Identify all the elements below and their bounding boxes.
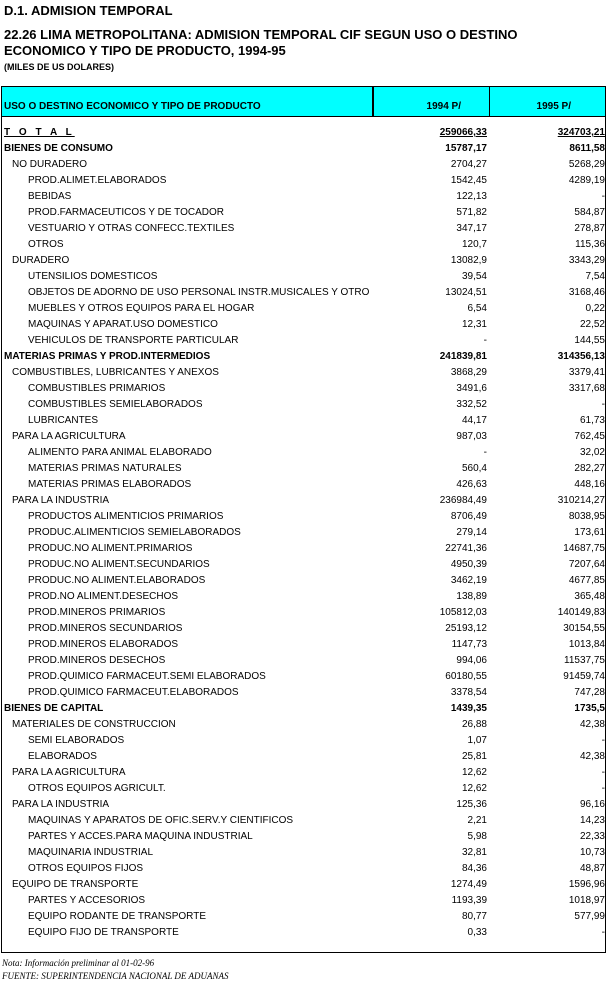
table-row <box>2 509 605 525</box>
value-1995: - <box>601 191 605 202</box>
value-1994: 994,06 <box>456 655 487 666</box>
table-row <box>2 301 605 317</box>
row-label: VESTUARIO Y OTRAS CONFECC.TEXTILES <box>28 223 235 234</box>
table-row <box>2 637 605 653</box>
value-1995: 1018,97 <box>568 895 605 906</box>
value-1994: 22741,36 <box>445 543 487 554</box>
value-1995: 1596,96 <box>568 879 605 890</box>
value-1994: 3491,6 <box>456 383 487 394</box>
row-label: UTENSILIOS DOMESTICOS <box>28 271 158 282</box>
value-1995: 30154,55 <box>563 623 605 634</box>
row-label: PARA LA AGRICULTURA <box>12 767 126 778</box>
value-1994: 60180,55 <box>445 671 487 682</box>
units-label: (MILES DE US DOLARES) <box>4 62 115 72</box>
row-label: MAQUINAS Y APARAT.USO DOMESTICO <box>28 319 218 330</box>
value-1994: - <box>483 447 487 458</box>
value-1995: 3317,68 <box>568 383 605 394</box>
value-1994: 571,82 <box>456 207 487 218</box>
table-row <box>2 541 605 557</box>
value-1995: 448,16 <box>574 479 605 490</box>
table-row <box>2 717 605 733</box>
table-row <box>2 365 605 381</box>
table-row <box>2 557 605 573</box>
table-row <box>2 685 605 701</box>
value-1994: 5,98 <box>467 831 487 842</box>
table-row <box>2 813 605 829</box>
table-row <box>2 237 605 253</box>
table-row <box>2 493 605 509</box>
row-label: PROD.MINEROS ELABORADOS <box>28 639 179 650</box>
row-label: EQUIPO DE TRANSPORTE <box>12 879 139 890</box>
table-row <box>2 749 605 765</box>
table-row <box>2 669 605 685</box>
value-1994: 1439,35 <box>450 703 487 714</box>
value-1995: 4289,19 <box>568 175 605 186</box>
table-row <box>2 845 605 861</box>
table-row <box>2 893 605 909</box>
table-header <box>2 87 605 117</box>
row-label: ALIMENTO PARA ANIMAL ELABORADO <box>28 447 212 458</box>
footnote: Nota: Información preliminar al 01-02-96 <box>2 958 155 968</box>
value-1994: 279,14 <box>456 527 487 538</box>
row-label: NO DURADERO <box>12 159 88 170</box>
value-1995: 747,28 <box>574 687 605 698</box>
table-row <box>2 173 605 189</box>
table-row <box>2 605 605 621</box>
value-1994: 3378,54 <box>450 687 487 698</box>
value-1994: 1542,45 <box>450 175 487 186</box>
value-1994: 39,54 <box>461 271 487 282</box>
value-1995: 42,38 <box>579 751 605 762</box>
table-row <box>2 221 605 237</box>
table-row <box>2 269 605 285</box>
value-1995: 10,73 <box>579 847 605 858</box>
value-1994: 0,33 <box>467 927 487 938</box>
value-1994: 84,36 <box>461 863 487 874</box>
source-note: FUENTE: SUPERINTENDENCIA NACIONAL DE ADUANAS <box>2 971 229 981</box>
row-label: PARA LA AGRICULTURA <box>12 431 126 442</box>
row-label: PRODUC.NO ALIMENT.ELABORADOS <box>28 575 206 586</box>
value-1994: 2,21 <box>467 815 487 826</box>
table-row <box>2 477 605 493</box>
table-row <box>2 413 605 429</box>
value-1995: 1013,84 <box>568 639 605 650</box>
row-label: COMBUSTIBLES, LUBRICANTES Y ANEXOS <box>12 367 219 378</box>
value-1994: 138,89 <box>456 591 487 602</box>
table-row <box>2 733 605 749</box>
value-1994: 12,31 <box>461 319 487 330</box>
table-row <box>2 253 605 269</box>
table-row <box>2 125 605 141</box>
value-1994: 8706,49 <box>450 511 487 522</box>
value-1995: 14687,75 <box>563 543 605 554</box>
row-label: OTROS <box>28 239 64 250</box>
value-1995: 4677,85 <box>568 575 605 586</box>
value-1994: 241839,81 <box>439 351 487 362</box>
table-row <box>2 589 605 605</box>
value-1995: 140149,83 <box>557 607 605 618</box>
row-label: BEBIDAS <box>28 191 72 202</box>
value-1994: 25193,12 <box>445 623 487 634</box>
row-label: PARA LA INDUSTRIA <box>12 799 110 810</box>
value-1995: 5268,29 <box>568 159 605 170</box>
value-1994: 6,54 <box>467 303 487 314</box>
value-1995: 61,73 <box>579 415 605 426</box>
row-label: T O T A L <box>4 127 75 138</box>
row-label: LUBRICANTES <box>28 415 99 426</box>
value-1995: 7207,64 <box>568 559 605 570</box>
table-row <box>2 397 605 413</box>
row-label: COMBUSTIBLES SEMIELABORADOS <box>28 399 203 410</box>
value-1995: 762,45 <box>574 431 605 442</box>
value-1995: 22,52 <box>579 319 605 330</box>
table-row <box>2 701 605 717</box>
row-label: PRODUC.NO ALIMENT.PRIMARIOS <box>28 543 193 554</box>
row-label: VEHICULOS DE TRANSPORTE PARTICULAR <box>28 335 239 346</box>
value-1995: 96,16 <box>579 799 605 810</box>
value-1995: 324703,21 <box>557 127 605 138</box>
value-1995: 91459,74 <box>563 671 605 682</box>
value-1995: 42,38 <box>579 719 605 730</box>
value-1994: 122,13 <box>456 191 487 202</box>
row-label: PROD.MINEROS DESECHOS <box>28 655 166 666</box>
row-label: PROD.QUIMICO FARMACEUT.SEMI ELABORADOS <box>28 671 266 682</box>
row-label: BIENES DE CAPITAL <box>4 703 104 714</box>
row-label: MUEBLES Y OTROS EQUIPOS PARA EL HOGAR <box>28 303 255 314</box>
row-label: MATERIAS PRIMAS Y PROD.INTERMEDIOS <box>4 351 211 362</box>
value-1994: 3868,29 <box>450 367 487 378</box>
value-1995: 115,36 <box>575 239 605 250</box>
row-label: MAQUINARIA INDUSTRIAL <box>28 847 154 858</box>
row-label: PROD.ALIMET.ELABORADOS <box>28 175 167 186</box>
row-label: ELABORADOS <box>28 751 97 762</box>
row-label: PARA LA INDUSTRIA <box>12 495 110 506</box>
value-1995: 1735,5 <box>574 703 605 714</box>
table-row <box>2 157 605 173</box>
value-1995: 32,02 <box>579 447 605 458</box>
value-1995: 282,27 <box>574 463 605 474</box>
value-1994: 15787,17 <box>445 143 487 154</box>
value-1994: 426,63 <box>456 479 487 490</box>
value-1994: 105812,03 <box>439 607 487 618</box>
table-row <box>2 349 605 365</box>
value-1994: 1,07 <box>467 735 487 746</box>
value-1994: 3462,19 <box>450 575 487 586</box>
value-1994: 2704,27 <box>450 159 487 170</box>
value-1995: 11537,75 <box>564 655 605 666</box>
value-1994: 80,77 <box>461 911 487 922</box>
value-1995: 584,87 <box>574 207 605 218</box>
table-row <box>2 861 605 877</box>
data-table <box>1 86 606 953</box>
value-1995: 314356,13 <box>557 351 605 362</box>
table-row <box>2 653 605 669</box>
row-label: PRODUCTOS ALIMENTICIOS PRIMARIOS <box>28 511 224 522</box>
value-1994: 1274,49 <box>450 879 487 890</box>
value-1994: 560,4 <box>461 463 487 474</box>
value-1995: 0,22 <box>585 303 605 314</box>
table-row <box>2 381 605 397</box>
column-header-1995: 1995 P/ <box>536 101 571 112</box>
value-1994: 32,81 <box>461 847 487 858</box>
table-title <box>4 27 604 59</box>
row-label: OTROS EQUIPOS FIJOS <box>28 863 144 874</box>
value-1994: 12,62 <box>461 783 487 794</box>
value-1994: 26,88 <box>461 719 487 730</box>
row-label: OBJETOS DE ADORNO DE USO PERSONAL INSTR.MUSICALES Y OTRO <box>28 287 370 298</box>
table-row <box>2 285 605 301</box>
value-1994: 13082,9 <box>450 255 487 266</box>
value-1995: - <box>601 767 605 778</box>
row-label: OTROS EQUIPOS AGRICULT. <box>28 783 166 794</box>
row-label: SEMI ELABORADOS <box>28 735 125 746</box>
value-1994: 259066,33 <box>439 127 487 138</box>
table-row <box>2 461 605 477</box>
row-label: PROD.MINEROS SECUNDARIOS <box>28 623 183 634</box>
table-row <box>2 829 605 845</box>
value-1994: - <box>483 335 487 346</box>
value-1994: 332,52 <box>456 399 487 410</box>
column-header-1994: 1994 P/ <box>374 87 490 116</box>
value-1995: 3168,46 <box>568 287 605 298</box>
value-1994: 44,17 <box>461 415 487 426</box>
value-1995: - <box>601 735 605 746</box>
table-row <box>2 877 605 893</box>
table-row <box>2 333 605 349</box>
value-1995: 3379,41 <box>568 367 605 378</box>
value-1994: 1147,73 <box>451 639 487 650</box>
value-1995: 278,87 <box>574 223 605 234</box>
value-1994: 13024,51 <box>445 287 487 298</box>
value-1995: 48,87 <box>579 863 605 874</box>
value-1995: 173,61 <box>574 527 605 538</box>
value-1995: - <box>601 927 605 938</box>
table-title-line-1: 22.26 LIMA METROPOLITANA: ADMISION TEMPORAL CIF SEGUN USO O DESTINO <box>4 27 518 42</box>
table-row <box>2 909 605 925</box>
value-1994: 12,62 <box>461 767 487 778</box>
value-1995: 7,54 <box>585 271 605 282</box>
table-row <box>2 797 605 813</box>
table-row <box>2 317 605 333</box>
row-label: PROD.NO ALIMENT.DESECHOS <box>28 591 179 602</box>
value-1994: 120,7 <box>461 239 487 250</box>
value-1995: 22,33 <box>579 831 605 842</box>
table-title-line-2: ECONOMICO Y TIPO DE PRODUCTO, 1994-95 <box>4 43 286 58</box>
value-1994: 25,81 <box>461 751 487 762</box>
section-title: D.1. ADMISION TEMPORAL <box>4 3 173 18</box>
table-row <box>2 141 605 157</box>
table-row <box>2 205 605 221</box>
table-row <box>2 781 605 797</box>
value-1995: 3343,29 <box>568 255 605 266</box>
row-label: PARTES Y ACCES.PARA MAQUINA INDUSTRIAL <box>28 831 253 842</box>
value-1995: - <box>601 783 605 794</box>
value-1995: 8038,95 <box>568 511 605 522</box>
value-1995: 14,23 <box>579 815 605 826</box>
table-row <box>2 621 605 637</box>
table-row <box>2 445 605 461</box>
row-label: PROD.FARMACEUTICOS Y DE TOCADOR <box>28 207 224 218</box>
row-label: PRODUC.NO ALIMENT.SECUNDARIOS <box>28 559 210 570</box>
value-1995: 310214,27 <box>557 495 605 506</box>
row-label: PRODUC.ALIMENTICIOS SEMIELABORADOS <box>28 527 241 538</box>
row-label: MAQUINAS Y APARATOS DE OFIC.SERV.Y CIENTIFICOS <box>28 815 294 826</box>
row-label: EQUIPO RODANTE DE TRANSPORTE <box>28 911 206 922</box>
row-label: BIENES DE CONSUMO <box>4 143 113 154</box>
value-1994: 4950,39 <box>450 559 487 570</box>
value-1995: 144,55 <box>574 335 605 346</box>
table-row <box>2 189 605 205</box>
value-1995: 365,48 <box>574 591 605 602</box>
row-label: PARTES Y ACCESORIOS <box>28 895 146 906</box>
value-1994: 347,17 <box>456 223 487 234</box>
row-label: PROD.QUIMICO FARMACEUT.ELABORADOS <box>28 687 239 698</box>
row-label: DURADERO <box>12 255 70 266</box>
column-header-product: USO O DESTINO ECONOMICO Y TIPO DE PRODUCTO <box>2 87 374 116</box>
value-1995: 577,99 <box>574 911 605 922</box>
table-row <box>2 525 605 541</box>
row-label: COMBUSTIBLES PRIMARIOS <box>28 383 166 394</box>
row-label: PROD.MINEROS PRIMARIOS <box>28 607 166 618</box>
table-body <box>2 125 605 941</box>
value-1994: 987,03 <box>456 431 487 442</box>
value-1994: 236984,49 <box>439 495 487 506</box>
table-row <box>2 429 605 445</box>
row-label: MATERIAS PRIMAS NATURALES <box>28 463 182 474</box>
value-1995: 8611,58 <box>569 143 605 154</box>
table-row <box>2 765 605 781</box>
row-label: MATERIALES DE CONSTRUCCION <box>12 719 176 730</box>
value-1994: 125,36 <box>456 799 487 810</box>
value-1994: 1193,39 <box>451 895 487 906</box>
row-label: MATERIAS PRIMAS ELABORADOS <box>28 479 192 490</box>
value-1995: - <box>601 399 605 410</box>
table-row <box>2 573 605 589</box>
table-row <box>2 925 605 941</box>
row-label: EQUIPO FIJO DE TRANSPORTE <box>28 927 179 938</box>
